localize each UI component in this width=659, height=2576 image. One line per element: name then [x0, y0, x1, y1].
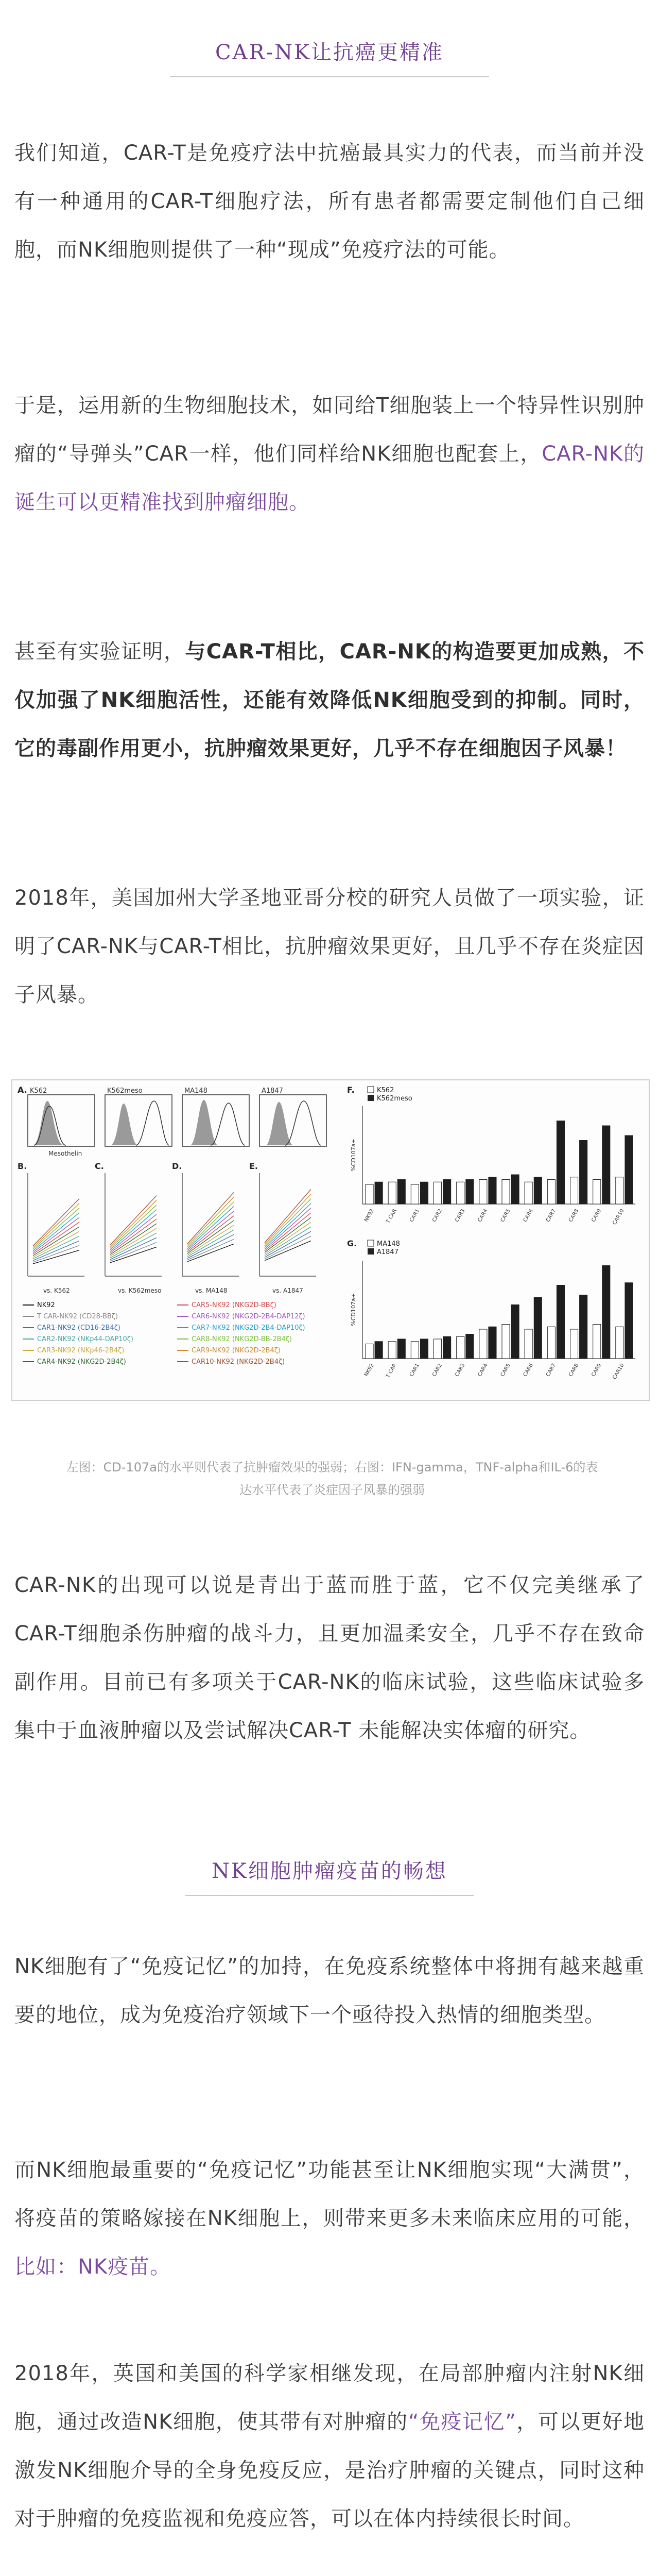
caption-line: 左图：CD-107a的水平则代表了抗肿瘤效果的强弱；右图：IFN-gamma，TNF-alpha和IL-6的表 [66, 1460, 598, 1475]
legend-left [23, 1301, 133, 1366]
lysis-series-line [265, 1194, 311, 1245]
lysis-series-line [33, 1241, 79, 1260]
bar [570, 1177, 578, 1204]
lysis-series-line [265, 1241, 311, 1260]
bar [502, 1180, 510, 1205]
category-tick-label: NK92 [363, 1208, 375, 1223]
histogram-line [211, 1103, 245, 1145]
bar [411, 1342, 419, 1359]
bar [616, 1177, 623, 1204]
target-label: vs. A1847 [272, 1287, 303, 1294]
paragraph-text: 而NK细胞最重要的“免疫记忆”功能甚至让NK细胞实现“大满贯”，将疫苗的策略嫁接在NK细胞上，则带来更多未来临床应用的可能， [14, 2158, 645, 2230]
category-tick-label: CAR2 [431, 1363, 444, 1378]
category-tick-label: CAR10 [612, 1208, 626, 1226]
bar [388, 1182, 396, 1204]
bar [511, 1175, 519, 1204]
lysis-series-line [33, 1213, 79, 1251]
bar [479, 1329, 487, 1359]
legend-text: MA148 [377, 1240, 400, 1248]
axis-label-y: %CD107a+ [350, 1139, 357, 1172]
bar [388, 1342, 396, 1359]
legend-swatch-dark [368, 1095, 374, 1101]
bar [375, 1342, 383, 1359]
paragraph-text: 2018年，英国和美国的科学家相继发现，在局部肿瘤内注射NK细胞，通过改造NK细胞，使其带有对肿瘤的 [14, 2362, 645, 2434]
bar [593, 1325, 601, 1359]
paragraph-comparison [14, 628, 645, 773]
bar [547, 1327, 555, 1359]
legend-text: A1847 [377, 1248, 398, 1256]
lysis-line-plots [28, 1173, 316, 1276]
bar [366, 1184, 373, 1204]
highlight-text: 比如：NK疫苗。 [14, 2255, 171, 2279]
legend-label: T CAR-NK92 (CD28-BBζ) [37, 1313, 118, 1320]
category-tick-label: CAR3 [454, 1208, 466, 1224]
title-divider [185, 1895, 474, 1896]
bar [557, 1121, 564, 1205]
category-tick-label: CAR4 [477, 1208, 489, 1224]
category-tick-label: T CAR [385, 1208, 398, 1225]
category-tick-label: CAR9 [591, 1363, 603, 1378]
category-tick-label: CAR7 [545, 1208, 558, 1224]
category-tick-label: CAR7 [545, 1363, 558, 1378]
section-title: NK细胞肿瘤疫苗的畅想 [212, 1859, 447, 1883]
bar [457, 1182, 464, 1204]
legend-label: CAR4-NK92 (NKG2D-2B4ζ) [37, 1358, 126, 1366]
figure-svg [12, 1080, 649, 1400]
bar [420, 1182, 428, 1204]
bar [602, 1126, 610, 1204]
legend-text: K562meso [377, 1095, 412, 1103]
bar [625, 1283, 633, 1359]
axis-label-y: %CD107a+ [350, 1293, 357, 1326]
paragraph-experiment: 2018年，美国加州大学圣地亚哥分校的研究人员做了一项实验，证明了CAR-NK与CAR-T相比，抗肿瘤效果更好，且几乎不存在炎症因子风暴。 [14, 886, 645, 1007]
category-tick-label: CAR2 [431, 1208, 444, 1224]
lysis-series-line [187, 1221, 234, 1253]
legend-right [177, 1301, 305, 1366]
paragraph-text: ，可以更好地激发NK细胞介导的全身免疫反应，是治疗肿瘤的关键点，同时这种对于肿瘤的免疫监视和免疫应答，可以在体内持续很长时间。 [14, 2410, 645, 2531]
category-tick-label: CAR9 [591, 1208, 603, 1224]
legend-label: CAR2-NK92 (NKp44-DAP10ζ) [37, 1335, 133, 1343]
bar [443, 1180, 451, 1205]
category-tick-label: CAR4 [477, 1363, 489, 1378]
paragraph-vaccine [14, 2146, 645, 2291]
legend-label: CAR7-NK92 (NKG2D-2B4-DAP10ζ) [192, 1324, 305, 1332]
bar [570, 1329, 578, 1359]
bar [366, 1344, 373, 1359]
lysis-series-line [33, 1250, 79, 1264]
histogram-peak [190, 1100, 218, 1145]
target-label: vs. K562meso [118, 1287, 162, 1294]
bar-chart-g [350, 1261, 635, 1381]
bar [375, 1182, 383, 1204]
histogram-label: A1847 [262, 1087, 283, 1095]
lysis-series-line [33, 1246, 79, 1262]
bar [466, 1180, 474, 1205]
paragraph-memory: NK细胞有了“免疫记忆”的加持，在免疫系统整体中将拥有越来越重要的地位，成为免疫治疗领域下一个亟待投入热情的细胞类型。 [14, 1955, 645, 2027]
histogram-line [136, 1101, 169, 1145]
bar-chart-f [350, 1106, 635, 1226]
bar [580, 1141, 587, 1205]
bar [397, 1339, 405, 1359]
bar [534, 1177, 542, 1204]
bar [534, 1297, 542, 1359]
category-tick-label: CAR6 [522, 1208, 534, 1224]
target-label: vs. K562 [43, 1287, 70, 1294]
legend-label: CAR9-NK92 (NKG2D-2B4ζ) [192, 1347, 281, 1354]
legend-swatch-light [368, 1240, 374, 1246]
bar [479, 1180, 487, 1205]
figure-caption [46, 1456, 618, 1501]
category-tick-label: CAR1 [408, 1363, 421, 1378]
paragraph-text: 甚至有实验证明， [14, 640, 185, 664]
legend-text: K562 [377, 1087, 394, 1094]
bar [443, 1336, 451, 1359]
paragraph-car-nk [14, 381, 645, 527]
legend-label: CAR3-NK92 (NKp46-2B4ζ) [37, 1347, 125, 1354]
panel-g-label: G. [347, 1239, 357, 1248]
histogram-a1847 [259, 1087, 326, 1146]
category-tick-label: NK92 [363, 1363, 375, 1378]
histogram-k562 [28, 1087, 95, 1146]
bar [616, 1327, 623, 1359]
panel-b-label: B. [18, 1161, 27, 1171]
histogram-peak [33, 1101, 64, 1145]
lysis-series-line [110, 1210, 157, 1250]
section-title: CAR-NK让抗癌更精准 [215, 41, 444, 64]
category-tick-label: CAR8 [568, 1363, 580, 1378]
bar [466, 1334, 474, 1359]
title-divider [170, 76, 489, 77]
lysis-series-line [110, 1238, 157, 1259]
bar [625, 1136, 633, 1204]
caption-line: 达水平代表了炎症因子风暴的强弱 [239, 1483, 425, 1497]
category-tick-label: CAR1 [408, 1208, 421, 1224]
paragraph-summary: CAR-NK的出现可以说是青出于蓝而胜于蓝，它不仅完美继承了CAR-T细胞杀伤肿瘤的战斗力，且更加温柔安全，几乎不存在致命副作用。目前已有多项关于CAR-NK的临床试验，这些临床试验多集中于血液肿瘤以及尝试解决CAR-T 未能解决实体瘤的研究。 [14, 1573, 645, 1742]
lysis-series-line [33, 1208, 79, 1249]
bar [434, 1182, 442, 1204]
category-tick-label: CAR10 [612, 1363, 626, 1381]
paragraph-intro: 我们知道，CAR-T是免疫疗法中抗癌最具实力的代表，而当前并没有一种通用的CAR-T细胞疗法，所有患者都需要定制他们自己细胞，而NK细胞则提供了一种“现成”免疫疗法的可能。 [14, 141, 645, 262]
histogram-ma148 [182, 1087, 249, 1146]
legend-label: NK92 [37, 1301, 55, 1309]
category-tick-label: CAR6 [522, 1363, 534, 1378]
legend-label: CAR8-NK92 (NKG2D-BB-2B4ζ) [192, 1335, 292, 1343]
histogram-line [285, 1101, 321, 1145]
panel-d-label: D. [172, 1161, 182, 1171]
lysis-series-line [110, 1247, 157, 1263]
panel-a-label: A. [18, 1085, 27, 1095]
bar [593, 1180, 601, 1205]
bar [489, 1327, 496, 1359]
paragraph-text: 于是，运用新的生物细胞技术，如同给T细胞装上一个特异性识别肿瘤的“导弹头”CAR一样，他们同样给NK细胞也配套上， [14, 394, 645, 466]
category-tick-label: CAR8 [568, 1208, 580, 1224]
histogram-label: MA148 [184, 1087, 207, 1095]
lysis-series-line [265, 1208, 311, 1249]
panel-f-label: F. [347, 1085, 355, 1095]
bar [547, 1180, 555, 1205]
bar [580, 1295, 587, 1359]
target-label: vs. MA148 [195, 1287, 228, 1294]
bar [502, 1325, 510, 1359]
lysis-series-line [187, 1192, 234, 1244]
category-tick-label: T CAR [385, 1363, 398, 1379]
legend-swatch-light [368, 1087, 374, 1093]
legend-label: CAR6-NK92 (NKG2D-2B4-DAP12ζ) [192, 1313, 305, 1320]
panel-g-legend [368, 1240, 400, 1256]
lysis-series-line [187, 1211, 234, 1250]
bar [557, 1285, 564, 1359]
category-tick-label: CAR5 [499, 1363, 512, 1378]
panel-f-legend [368, 1087, 412, 1103]
highlight-text: CAR-NK的诞生可以更精准找到肿瘤细胞。 [14, 442, 645, 514]
histogram-peak [110, 1104, 138, 1145]
panel-e-label: E. [249, 1161, 258, 1171]
bar [525, 1329, 532, 1359]
histogram-label: K562 [30, 1087, 47, 1095]
highlight-text: “免疫记忆” [408, 2410, 516, 2434]
histogram-peak [266, 1102, 293, 1145]
research-figure [11, 1079, 650, 1401]
legend-label: CAR5-NK92 (NKG2D-BBζ) [192, 1301, 276, 1309]
paragraph-2018-study [14, 2349, 645, 2543]
panel-c-label: C. [95, 1161, 104, 1171]
category-tick-label: CAR5 [499, 1208, 512, 1224]
bar [525, 1182, 532, 1204]
bar [489, 1177, 496, 1204]
bar [397, 1180, 405, 1205]
axis-label-mesothelin: Mesothelin [48, 1150, 82, 1157]
bar [420, 1339, 428, 1359]
bar [434, 1339, 442, 1359]
bold-text: 与CAR-T相比，CAR-NK的构造要更加成熟，不仅加强了NK细胞活性，还能有效降低NK细胞受到的抑制。同时，它的毒副作用更小，抗肿瘤效果更好，几乎不存在细胞因子风暴！ [14, 640, 645, 760]
bar [602, 1266, 610, 1359]
lysis-series-line [265, 1222, 311, 1254]
lysis-series-line [33, 1222, 79, 1254]
histogram-k562meso [105, 1087, 172, 1146]
legend-label: CAR1-NK92 (CD16-2B4ζ) [37, 1324, 120, 1332]
lysis-series-line [110, 1219, 157, 1253]
lysis-series-line [110, 1205, 157, 1248]
bar [411, 1184, 419, 1204]
lysis-series-line [265, 1213, 311, 1251]
legend-swatch-dark [368, 1248, 374, 1255]
category-tick-label: CAR3 [454, 1363, 466, 1378]
histogram-label: K562meso [107, 1087, 143, 1095]
bar [457, 1336, 464, 1359]
lysis-series-line [110, 1200, 157, 1247]
bar [511, 1305, 519, 1359]
legend-label: CAR10-NK92 (NKG2D-2B4ζ) [192, 1358, 285, 1366]
